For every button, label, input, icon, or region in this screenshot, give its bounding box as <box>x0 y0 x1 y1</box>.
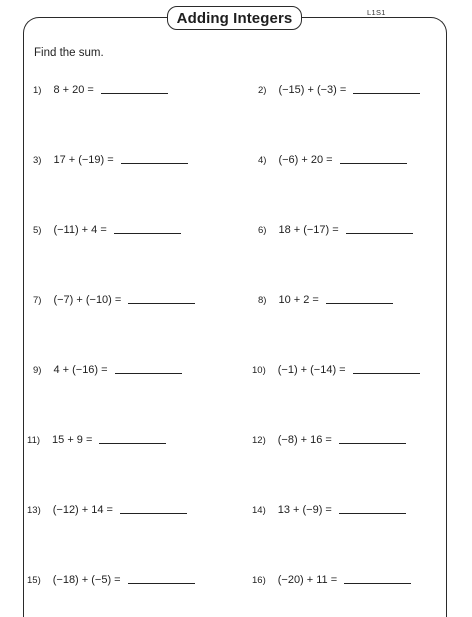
answer-blank[interactable] <box>115 372 182 374</box>
problem-expression: (−18) + (−5) = <box>52 574 121 586</box>
problem-15 <box>27 574 195 586</box>
problem-expression: (−1) + (−14) = <box>277 364 346 376</box>
problem-3 <box>33 154 188 166</box>
problem-expression: (−20) + 11 = <box>277 574 338 586</box>
problem-number: 15) <box>27 575 41 586</box>
problem-number: 9) <box>33 365 42 376</box>
problem-14 <box>252 504 406 516</box>
problem-number: 14) <box>252 505 266 516</box>
problem-expression: (−8) + 16 = <box>277 434 332 446</box>
problem-number: 11) <box>27 435 41 446</box>
answer-blank[interactable] <box>344 582 411 584</box>
problem-number: 7) <box>33 295 42 306</box>
problem-expression: (−7) + (−10) = <box>53 294 122 306</box>
problem-expression: 8 + 20 = <box>53 84 94 96</box>
answer-blank[interactable] <box>114 232 181 234</box>
problem-expression: 18 + (−17) = <box>278 224 339 236</box>
problem-4 <box>258 154 407 166</box>
answer-blank[interactable] <box>128 302 195 304</box>
problem-number: 3) <box>33 155 42 166</box>
problem-number: 6) <box>258 225 267 236</box>
problem-expression: 15 + 9 = <box>52 434 93 446</box>
answer-blank[interactable] <box>353 92 420 94</box>
problem-number: 4) <box>258 155 267 166</box>
problem-number: 1) <box>33 85 42 96</box>
problem-expression: 4 + (−16) = <box>53 364 108 376</box>
answer-blank[interactable] <box>340 162 407 164</box>
problem-number: 13) <box>27 505 41 516</box>
worksheet-frame <box>23 17 447 617</box>
problem-1 <box>33 84 168 96</box>
problem-7 <box>33 294 195 306</box>
answer-blank[interactable] <box>121 162 188 164</box>
problem-11 <box>27 434 166 446</box>
worksheet-title <box>167 6 302 30</box>
problem-10 <box>252 364 420 376</box>
problem-number: 8) <box>258 295 267 306</box>
problem-expression: (−6) + 20 = <box>278 154 333 166</box>
answer-blank[interactable] <box>339 512 406 514</box>
answer-blank[interactable] <box>120 512 187 514</box>
problem-number: 2) <box>258 85 267 96</box>
answer-blank[interactable] <box>101 92 168 94</box>
problem-expression: (−12) + 14 = <box>52 504 113 516</box>
answer-blank[interactable] <box>128 582 195 584</box>
problem-12 <box>252 434 406 446</box>
problem-expression: 10 + 2 = <box>278 294 319 306</box>
problem-number: 10) <box>252 365 266 376</box>
problem-5 <box>33 224 181 236</box>
answer-blank[interactable] <box>99 442 166 444</box>
answer-blank[interactable] <box>326 302 393 304</box>
instructions: Find the sum. <box>34 47 104 59</box>
problem-6 <box>258 224 413 236</box>
answer-blank[interactable] <box>353 372 420 374</box>
worksheet-code: L1S1 <box>367 8 386 17</box>
answer-blank[interactable] <box>346 232 413 234</box>
problem-number: 5) <box>33 225 42 236</box>
problem-9 <box>33 364 182 376</box>
answer-blank[interactable] <box>339 442 406 444</box>
problem-expression: (−11) + 4 = <box>53 224 107 236</box>
problem-expression: 13 + (−9) = <box>277 504 332 516</box>
problem-number: 16) <box>252 575 266 586</box>
problem-expression: 17 + (−19) = <box>53 154 114 166</box>
problem-expression: (−15) + (−3) = <box>278 84 347 96</box>
worksheet-title-text: Adding Integers <box>176 9 293 27</box>
problem-2 <box>258 84 420 96</box>
problem-16 <box>252 574 411 586</box>
problem-8 <box>258 294 393 306</box>
problem-13 <box>27 504 187 516</box>
problem-number: 12) <box>252 435 266 446</box>
